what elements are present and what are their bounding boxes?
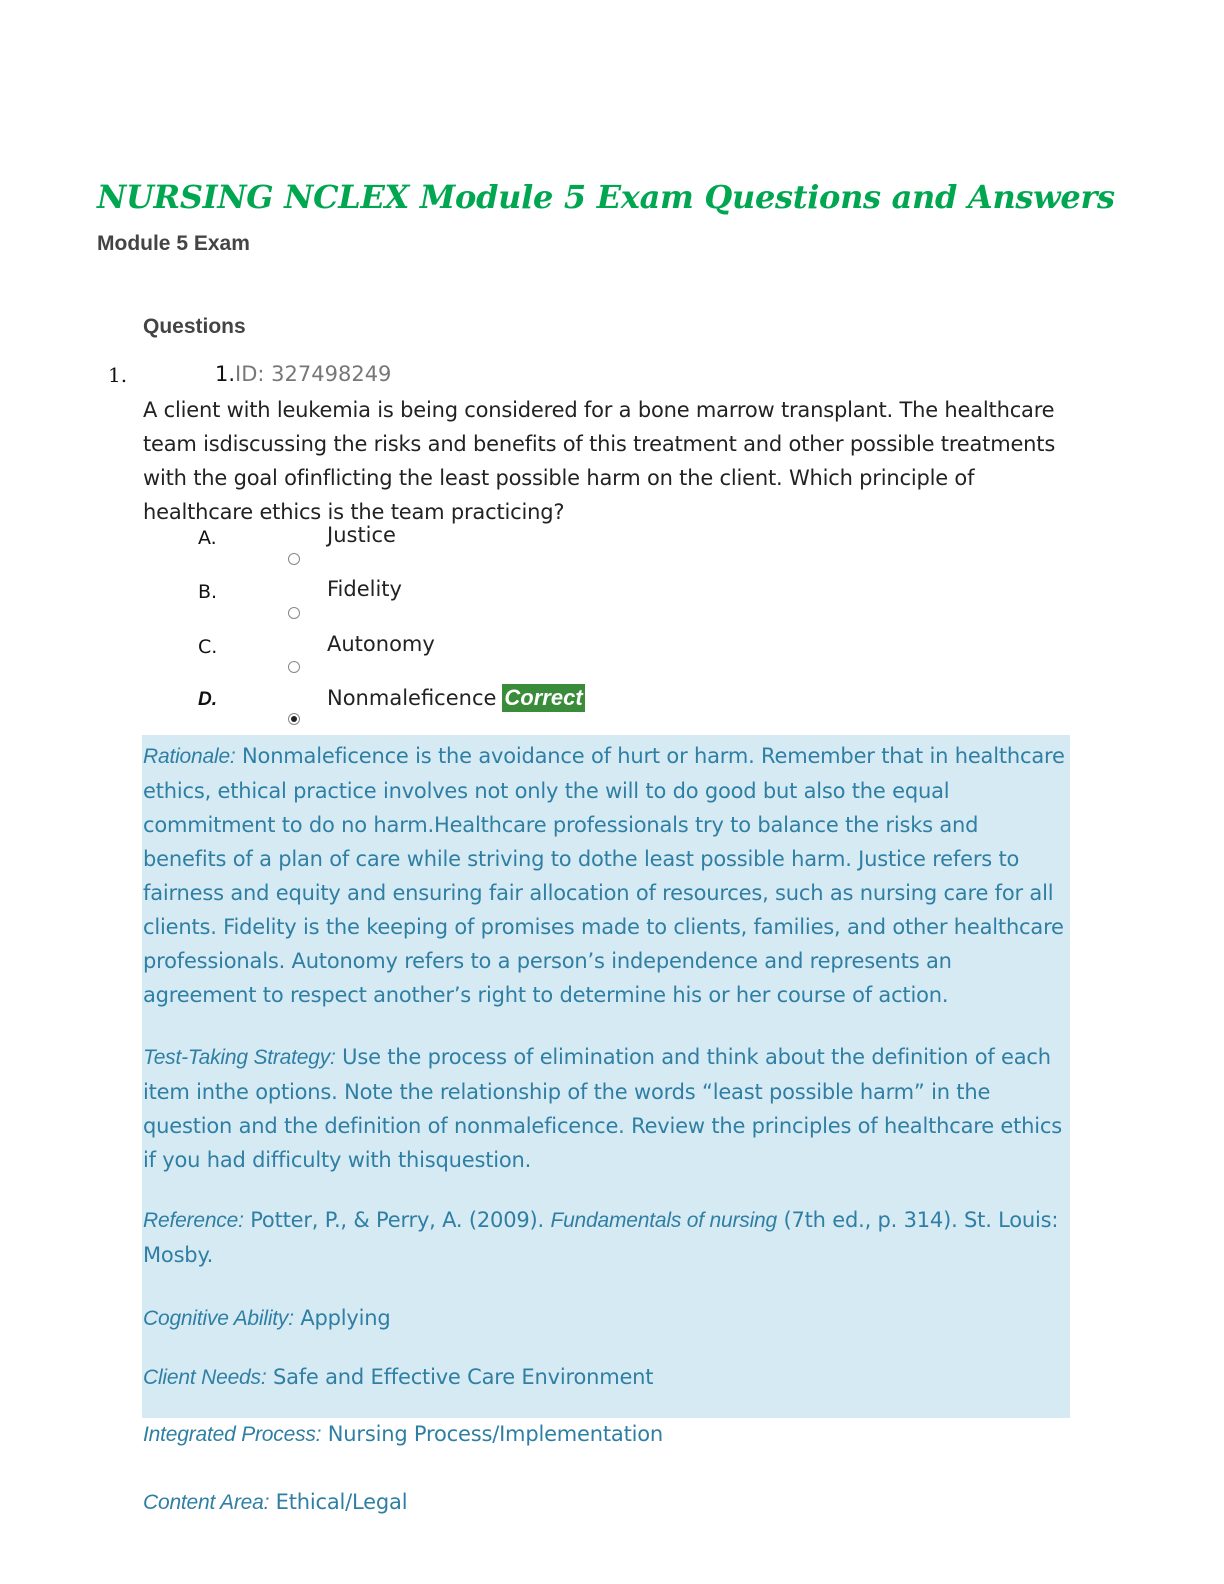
cognitive-label: Cognitive Ability: bbox=[143, 1307, 294, 1330]
reference-label: Reference: bbox=[143, 1209, 244, 1232]
question-id bbox=[215, 362, 391, 386]
content-area-label: Content Area: bbox=[143, 1491, 270, 1514]
correct-badge: Correct bbox=[504, 685, 583, 710]
option-d-row bbox=[327, 684, 585, 712]
page-title: NURSING NCLEX Module 5 Exam Questions and Answers bbox=[97, 178, 1115, 216]
content-area-line bbox=[143, 1485, 1068, 1520]
option-c-radio[interactable] bbox=[288, 661, 300, 673]
option-c-letter: C. bbox=[198, 636, 218, 658]
rationale-label: Rationale: bbox=[143, 745, 236, 768]
option-d-radio-selected[interactable] bbox=[288, 713, 300, 725]
option-b-radio[interactable] bbox=[288, 607, 300, 619]
client-needs-label: Client Needs: bbox=[143, 1366, 267, 1389]
questions-heading: Questions bbox=[143, 315, 246, 338]
client-needs-value: Safe and Effective Care Environment bbox=[266, 1365, 654, 1389]
strategy-label: Test-Taking Strategy: bbox=[143, 1046, 336, 1069]
option-d-letter: D. bbox=[198, 689, 217, 710]
question-id-label: ID: bbox=[235, 362, 272, 386]
reference-book-title: Fundamentals of nursing bbox=[550, 1209, 777, 1232]
strategy-paragraph bbox=[143, 1040, 1068, 1177]
question-stem: A client with leukemia is being considered for a bone marrow transplant. The healthcare team isdiscussing the risks and benefits of this treatment and other possible treatments with the goal ofinflicting the least possible harm on the client. Which principle of healthcare ethics is the team practicing? bbox=[143, 398, 1056, 524]
rationale-paragraph bbox=[143, 739, 1068, 1012]
question-inner-number: 1. bbox=[215, 362, 236, 386]
reference-text-1: Potter, P., & Perry, A. (2009). bbox=[243, 1208, 551, 1232]
option-a-radio[interactable] bbox=[288, 553, 300, 565]
option-c-text: Autonomy bbox=[327, 632, 435, 656]
integrated-process-line bbox=[143, 1417, 1068, 1452]
exam-subtitle: Module 5 Exam bbox=[97, 232, 250, 255]
cognitive-ability-line bbox=[143, 1301, 1068, 1336]
strategy-text: Use the process of elimination and think about the definition of each item inthe options. Note the relationship of the words “least possible harm” in the question and the definition of nonmaleficence. Review the principles of healthcare ethics if you had difficulty with thisquestion. bbox=[143, 1045, 1063, 1172]
option-d-text: Nonmaleficence bbox=[327, 686, 497, 710]
question-list-number: 1. bbox=[108, 363, 128, 387]
rationale-text: Nonmaleficence is the avoidance of hurt or harm. Remember that in healthcare ethics, ethical practice involves not only the will to do good but also the equal commitment to do no harm.Healthcare professionals try to balance the risks and benefits of a plan of care while striving to dothe least possible harm. Justice refers to fairness and equity and ensuring fair allocation of resources, such as nursing care for all clients. Fidelity is the keeping of promises made to clients, families, and other healthcare professionals. Autonomy refers to a person’s independence and represents an agreement to respect another’s right to determine his or her course of action. bbox=[143, 744, 1065, 1007]
integrated-value: Nursing Process/Implementation bbox=[321, 1422, 664, 1446]
content-area-value: Ethical/Legal bbox=[269, 1490, 408, 1514]
cognitive-value: Applying bbox=[293, 1306, 391, 1330]
reference-text-2: (7th ed., p. 314). St. Louis: Mosby. bbox=[143, 1208, 1059, 1267]
question-id-value: 327498249 bbox=[271, 362, 392, 386]
integrated-label: Integrated Process: bbox=[143, 1423, 322, 1446]
option-a-letter: A. bbox=[198, 527, 217, 549]
option-b-text: Fidelity bbox=[327, 577, 402, 601]
client-needs-line bbox=[143, 1360, 1068, 1395]
option-a-text: Justice bbox=[327, 523, 396, 547]
option-b-letter: B. bbox=[198, 581, 218, 603]
reference-paragraph bbox=[143, 1203, 1068, 1272]
